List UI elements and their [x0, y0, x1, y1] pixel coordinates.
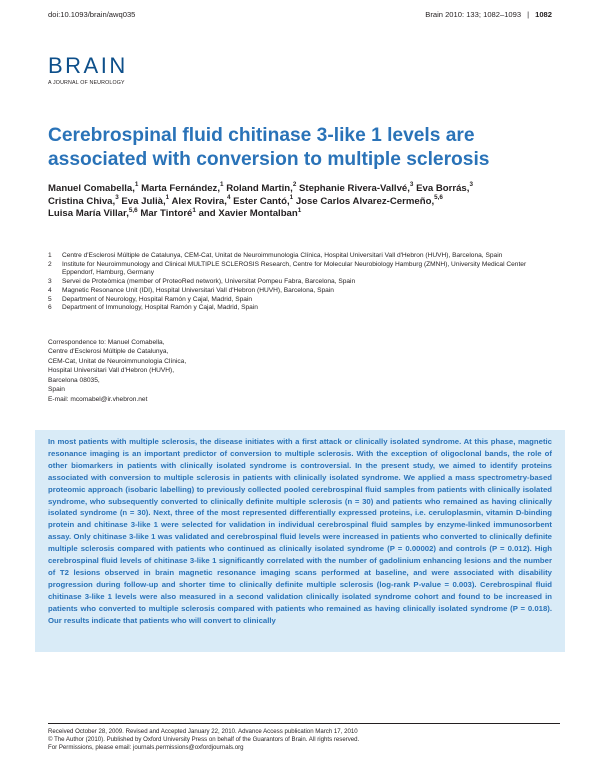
author: Manuel Comabella,$^1$ — [48, 181, 139, 194]
correspondence-line: Spain — [48, 386, 65, 394]
author: Marta Fernández,$^1$ — [141, 181, 224, 194]
footer-copyright: © The Author (2010). Published by Oxford University Press on behalf of the Guarantors of Brain. All rights reserved. — [48, 736, 360, 744]
affiliation-item: 6 Department of Immunology, Hospital Ramón y Cajal, Madrid, Spain — [48, 304, 258, 312]
author: Ester Cantó,$^1$ — [233, 193, 294, 207]
abstract-text: In most patients with multiple sclerosis, the disease initiates with a first attack or clinically isolated syndrome. At this phase, magnetic resonance imaging is an important predictor of conversion to multiple sclerosis. With the exception of oligoclonal bands, the role of other biomarkers in patients with clinically isolated syndrome is controversial. In the present study, we aimed to identify proteins associated with conversion to multiple sclerosis in patients with clinically isolated syndrome. We applied a mass spectrometry-based proteomic approach (isobaric labelling) to previously collected pooled cerebrospinal fluid samples from patients with clinically isolated syndrome, who subsequently converted to clinically definite multiple sclerosis (n = 30) and patients who remained as having clinically isolated syndrome (n = 30). Next, three of the most represented differentially expressed proteins, i.e. ceruloplasmin, vitamin D-binding protein and chitinase 3-like 1 were selected for validation in individual cerebrospinal fluid samples by enzyme-linked immunosorbent assay. Only chitinase 3-like 1 was validated and cerebrospinal fluid levels were increased in patients who converted to clinically definite multiple sclerosis compared with patients who continued as clinically isolated syndrome (P = 0.00002) and controls (P = 0.012). High cerebrospinal fluid levels of chitinase 3-like 1 significantly correlated with the number of gadolinium enhancing lesions and the number of T2 lesions observed in brain magnetic resonance imaging scans performed at baseline, and were associated with disability progression during follow-up and shorter time to clinically definite multiple sclerosis (log-rank P-value = 0.003). Cerebrospinal fluid chitinase 3-like 1 levels were also measured in a second validation clinically isolated syndrome cohort and found to be increased in patients who converted to multiple sclerosis compared with patients who remained as having clinically isolated syndrome (P = 0.018). Our results indicate that patients who will convert to clinically — [48, 437, 552, 625]
author: Jose Carlos Alvarez-Cermeño,$^{5,6}$ — [295, 193, 443, 207]
affiliation-item: 1 Centre d'Esclerosi Múltiple de Catalunya, CEM-Cat, Unitat de Neuroimmunologia Clínica, Hospital Universitari Vall d'Hebron (HUVH), Barcelona, Spain — [48, 252, 503, 259]
header-separator: | — [527, 10, 530, 19]
citation — [425, 10, 552, 19]
author: Mar Tintoré$^1$ — [140, 206, 196, 220]
journal-name: BRAIN — [48, 53, 128, 78]
running-header — [48, 10, 552, 24]
author: Luisa María Villar,$^{5,6}$ — [48, 206, 138, 220]
footer-received: Received October 28, 2009. Revised and Accepted January 22, 2010. Advance Access publication March 17, 2010 — [48, 728, 358, 735]
page-number: 1082 — [535, 10, 552, 19]
affiliation-item: 3 Servei de Proteòmica (member of ProteoRed network), Universitat Pompeu Fabra, Barcelona, Spain — [48, 278, 356, 286]
author: Eva Borrás,$^3$ — [416, 181, 473, 194]
article-title: Cerebrospinal fluid chitinase 3-like 1 levels are associated with conversion to multiple sclerosis — [48, 125, 490, 170]
journal-tagline: A JOURNAL OF NEUROLOGY — [48, 80, 125, 86]
author: and Xavier Montalban$^1$ — [198, 206, 302, 220]
footer-permissions[interactable]: For Permissions, please email: journals.permissions@oxfordjournals.org — [48, 744, 244, 752]
correspondence-line: Barcelona 08035, — [48, 376, 100, 384]
author: Eva Julià,$^1$ — [121, 193, 170, 207]
correspondence — [48, 338, 348, 404]
affiliation-item: 5 Department of Neurology, Hospital Ramón y Cajal, Madrid, Spain — [48, 295, 253, 303]
footer — [48, 723, 560, 752]
correspondence-line: Correspondence to: Manuel Comabella, — [48, 339, 165, 346]
correspondence-line: Centre d'Esclerosi Múltiple de Catalunya, — [48, 348, 169, 356]
citation-text: Brain 2010: 133; 1082–1093 — [425, 10, 522, 19]
author: Alex Rovira,$^4$ — [171, 193, 231, 207]
journal-logo — [48, 55, 128, 86]
correspondence-line: CEM-Cat, Unitat de Neuroimmunologia Clínica, — [48, 357, 187, 365]
correspondence-line: Hospital Universitari Vall d'Hebron (HUVH), — [48, 367, 175, 375]
doi-link[interactable]: doi:10.1093/brain/awq035 — [48, 10, 136, 19]
author: Stephanie Rivera-Vallvé,$^3$ — [299, 181, 414, 194]
correspondence-email[interactable]: E-mail: mcomabel@ir.vhebron.net — [48, 395, 148, 403]
affiliation-item: 4 Magnetic Resonance Unit (IDI), Hospital Universitari Vall d'Hebron (HUVH), Barcelona, Spain — [48, 286, 334, 294]
author: Cristina Chiva,$^3$ — [48, 193, 119, 207]
affiliations — [48, 252, 560, 313]
author: Roland Martin,$^2$ — [226, 181, 297, 194]
affiliation-item: 2 Institute for Neuroimmunology and Clinical MULTIPLE SCLEROSIS Research, Centre for Molecular Neurobiology Hamburg (ZMNH), University Medical Center Eppendorf, Hamburg, Germany — [48, 260, 527, 277]
abstract-box — [35, 430, 565, 652]
author-list — [48, 183, 558, 221]
